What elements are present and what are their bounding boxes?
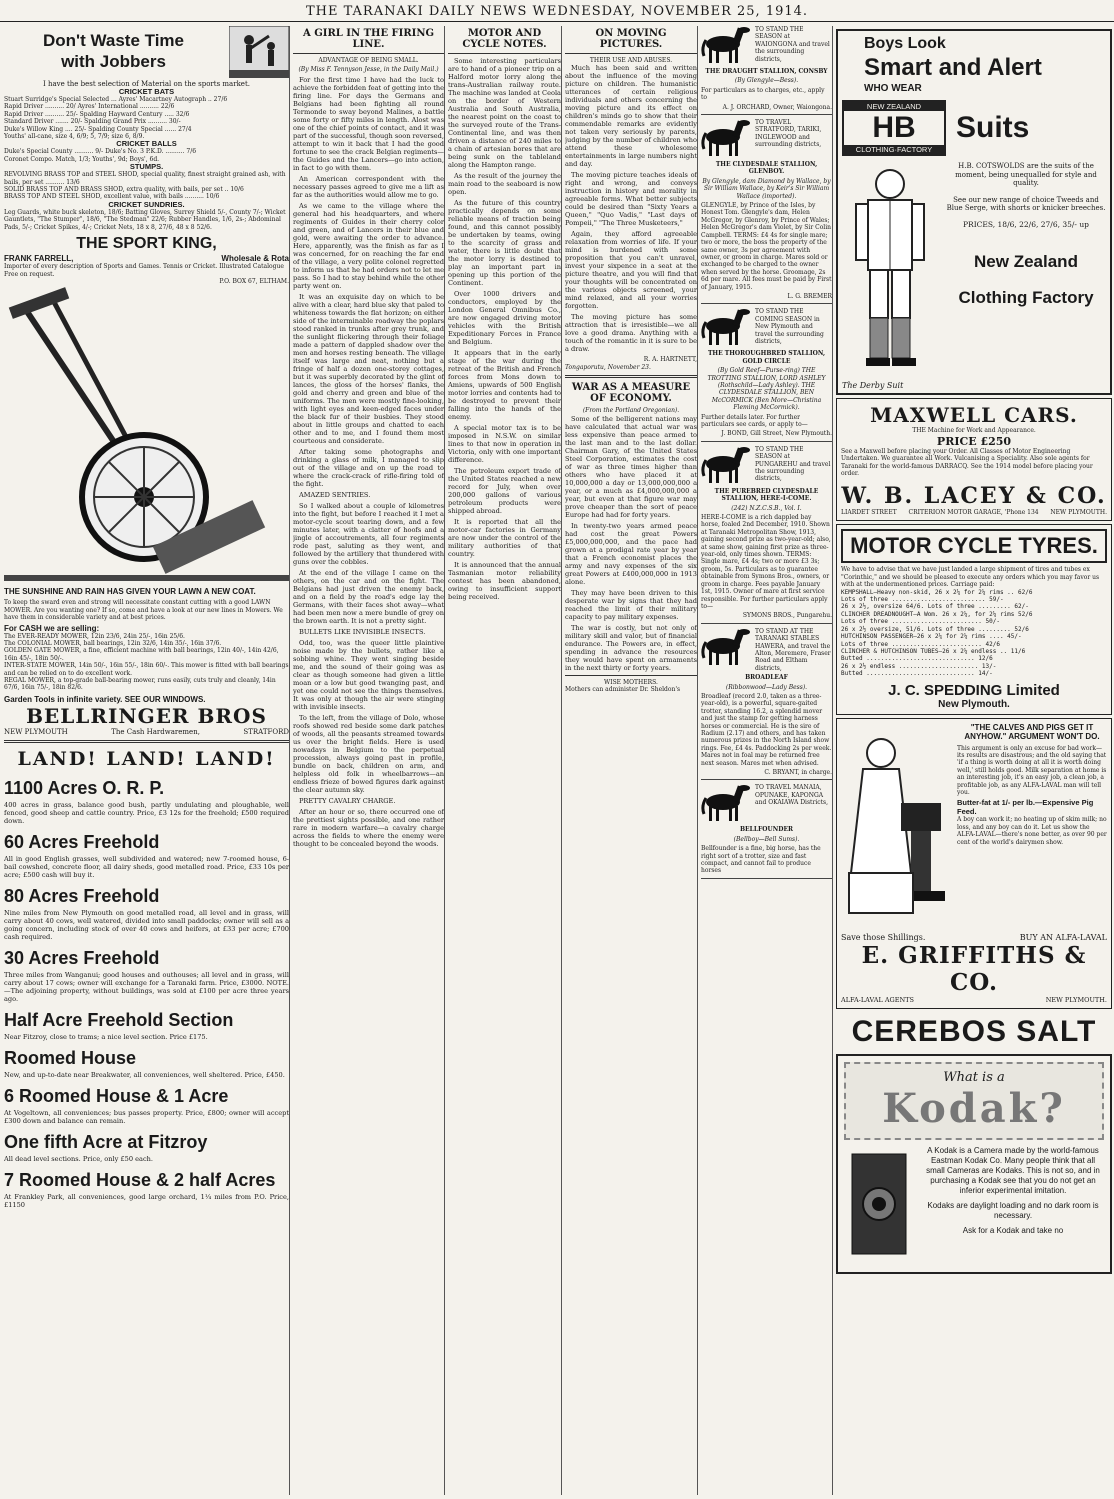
balls-title: CRICKET BALLS xyxy=(116,139,177,149)
kodak-text2: Kodaks are daylight loading and no dark room is necessary. xyxy=(927,1200,1099,1220)
stallion-intro: TO STAND THE SEASON at PUNGAREHU and travel the surrounding districts, xyxy=(755,445,831,483)
horse-icon xyxy=(701,446,751,486)
hb-text2: See our new range of choice Tweeds and Blue Serge, with shorts or knicker breeches. xyxy=(946,195,1106,212)
land-listing-text: All dead level sections. Price, only £50 each. xyxy=(4,1154,154,1163)
stallion-notice xyxy=(701,26,832,115)
article-paragraph: Some of the belligerent nations may have calculated that actual war was less expensive than peace armed to the last man and to the last dollar. Chairman Gary, of the United States Steel Corporation, estimates the cost of war as three times higher than others who have placed it at 10,000,000 a day or 13,000,000,000 a year, or a much as £4,000,000,000 a year, but even at that figure war may prove cheaper than the sort of peace Europe had had for forty years. xyxy=(565,414,697,519)
stallion-sign: J. BOND, Gill Street, New Plymouth. xyxy=(721,430,832,438)
article-paragraph: It was an exquisite day on which to be alive with a clear, hard blue sky that paled to whiteness towards the flat horizon; on either side of the interminable roadway the poplars stood ranked in trunks after grey trunk, and the sunlight flickering through their foliage made a pattern of dappled shadow over the men and horses resting beneath. The village itself was large and neat, nothing but a fringe of half a dozen one-storey cottages, but it was superbly decorated by the glint of lances, the gloss of the horses' flanks, the gold and cherry and green and blue of the uniforms. The men were mostly fine-looking, with light eyes and keen-edged faces under the black fur of their busbies. They stood about in little groups and chatted to each other and to me, and I found them most courteous and considerate. xyxy=(293,292,444,445)
bat-price-line: Youths' all-cane, size 4, 6/9; 5, 7/9; size 6, 8/9. xyxy=(4,133,145,141)
bellringer-footer xyxy=(4,728,289,736)
article-paragraph: BULLETS LIKE INVISIBLE INSECTS. xyxy=(299,627,426,636)
land-listing-heading: 80 Acres Freehold xyxy=(4,885,160,906)
buy-alfa: BUY AN ALFA-LAVAL xyxy=(1019,932,1107,942)
article-paragraph: Much has been said and written about the influence of the moving picture on children. The humanistic utterances of certain religious individuals and others concerning the moving picture and its effect on children's minds go to show that their commendable remarks are evidently not taken very seriously by parents, judging by the number of children who attend these wholesome entertainments in large numbers night and day. xyxy=(565,64,697,169)
tyres-text: We have to advise that we have just landed a large shipment of tires and tubes ex "Corinthic," and we should be pleased to execute any orders which you may favor us with at the undermentioned prices. Carriage paid: xyxy=(841,566,1100,589)
garden-tools: Garden Tools in infinite variety. SEE OUR WINDOWS. xyxy=(4,694,206,704)
save-shillings-row xyxy=(841,933,1107,942)
hb-logo xyxy=(842,100,946,156)
stallion-notice xyxy=(701,446,832,624)
column-moving-pictures xyxy=(565,26,698,1495)
kodak-ad xyxy=(836,1054,1112,1274)
wise-mothers-title: WISE MOTHERS. xyxy=(604,678,658,686)
sundries-title: CRICKET SUNDRIES. xyxy=(108,199,185,209)
lacey-mid: CRITERION MOTOR GARAGE, 'Phone 134 xyxy=(908,509,1039,517)
land-listing-heading: 1100 Acres O. R. P. xyxy=(4,777,165,798)
bat-price-line: Rapid Driver .......... 20/ Ayres' International .......... 22/6 xyxy=(4,103,175,111)
smart-alert: Smart and Alert xyxy=(864,54,1042,81)
article-paragraph: Over 1000 drivers and conductors, employed by the London General Omnibus Co., are now engaged driving motor vehicles with the British Expeditionary Forces in France and Belgium. xyxy=(448,290,561,346)
land-title: LAND! LAND! LAND! xyxy=(17,747,276,770)
maxwell-price: PRICE £250 xyxy=(936,434,1012,448)
sportking-name: FRANK FARRELL, xyxy=(4,254,74,264)
bats-list xyxy=(4,96,289,140)
who-wear: WHO WEAR xyxy=(864,83,922,94)
stallion-pedigree: (By Glengyle—Bess). xyxy=(734,77,799,85)
stump-price-line: SOLID BRASS TOP AND BRASS SHOD, extra quality, with bails, per set .. 10/6 xyxy=(4,186,244,194)
boy-in-suit-illustration-icon xyxy=(842,162,938,382)
stallion-sign: C. BRYANT, in charge. xyxy=(764,769,832,777)
cricketers-illustration-icon xyxy=(229,26,289,78)
bellringer-name: BELLRINGER BROS xyxy=(26,703,267,728)
derby-caption: The Derby Suit xyxy=(842,381,904,390)
hb-suits-ad xyxy=(836,29,1112,395)
sportking-box: P.O. BOX 67, ELTHAM. xyxy=(219,277,289,285)
article-paragraph: Odd, too, was the queer little plaintive noise made by the bullets, rather like a sobbing whine. They went singing beside me, and the sound of their going was as clear as though someone had given a little moan or a low but good twanging past, and yet one could not see the things themselves. It was only at though the air were stinging with invisible insects. xyxy=(293,638,444,711)
article-paragraph: It appears that in the early stage of the war during the retreat of the British and French forces from Mons down to Amiens, upwards of 500 English motor lorries and contents had to be destroyed to prevent their falling into the hands of the enemy. xyxy=(448,349,561,421)
kodak-text1: A Kodak is a Camera made by the world-famous Eastman Kodak Co. Many people think that all small Cameras are Kodaks. This is not so, and in purchasing a Kodak see that you do not get an inferior experimental imitation. xyxy=(926,1145,1100,1195)
sportking-right: Wholesale & Rota xyxy=(221,254,289,264)
article-paragraph: They may have been driven to this desperate war by signs that they had reached the limit of their military capacity to pay military expenses. xyxy=(565,588,697,621)
article-body-girl xyxy=(293,76,444,848)
bellringer-mid: The Cash Hardwaremen, xyxy=(111,727,200,736)
article-subtitle-pictures: THEIR USE AND ABUSES. xyxy=(589,57,673,64)
article-paragraph: After taking some photographs and drinking a glass of milk, I managed to slip out of the village and on up the road to where the crack-crack of rifle-firing told of the fight. xyxy=(293,447,444,488)
article-paragraph: As we came to the village where the general had his headquarters, and where regiments of Guides in their cherry color and green, and of Lancers in their blue and gold, were awaiting the order to advance. Here, apparently, was the finish as far as I was concerned, for on reaching the far end of the village, a very polite colonel regretted to inform us that he had orders not to let me pass. So I had to stay behind while the other party went on. xyxy=(293,201,444,290)
article-paragraph: PRETTY CAVALRY CHARGE. xyxy=(299,796,396,805)
sports-lead: I have the best selection of Material on the sports market. xyxy=(42,80,250,88)
sportking-title: THE SPORT KING, xyxy=(76,235,217,253)
horse-icon xyxy=(701,119,751,159)
horse-icon xyxy=(701,308,751,348)
stallion-sign: A. J. ORCHARD, Owner, Waiongona. xyxy=(722,103,832,111)
land-listing-text: At Vogeltown, all conveniences; bus passes property. Price, £800; owner will accept £300 down and balance can remain. xyxy=(4,1108,289,1125)
stallion-sign: L. G. BREMER xyxy=(787,292,832,300)
nz-word: New Zealand xyxy=(974,251,1078,271)
land-listing-heading: 30 Acres Freehold xyxy=(4,947,160,968)
article-paragraph: So I walked about a couple of kilometres into the fight, but before I reached it I met a motor-cycle scout tearing down, and a few minutes later, with a clatter of hoofs and a jingle of accoutrements, all four regiments rode past, saluting as they went, and followed by the artillery that thundered with guns over the cobbles. xyxy=(293,501,444,566)
stallion-body: For particulars as to charges, etc., apply to xyxy=(701,86,825,102)
lacey-name: W. B. LACEY & CO. xyxy=(841,483,1107,510)
land-listing-heading: 6 Roomed House & 1 Acre xyxy=(4,1085,229,1106)
article-paragraph: In twenty-two years armed peace had cost the great Powers £5,000,000,000, and the pace had grown at a prodigal rate year by year that a French economist places the army and navy expenses of the six great Powers at £400,000,000 in 1913 alone. xyxy=(565,521,697,586)
stallion-body: HERE-I-COME is a rich dappled bay horse, foaled 2nd December, 1910. Shown at Taranaki Metropolitan Show, 1913, gaining second prize as two-year-old; also, at same show, gaining first prize as three-year-old, only times shown. TERMS: Single mare, £4 4s; two or more £3 3s; groom, 5s. Particulars as to guarantee obtainable from Symons Bros., owners, or groom in charge. Fees payable January 1st, 1915. Owner of mare at first service responsible. For further particulars apply to— xyxy=(701,514,831,610)
horse-icon xyxy=(701,628,751,668)
bellringer-right: STRATFORD xyxy=(243,727,289,736)
tyres-title: MOTOR CYCLE TYRES. xyxy=(841,529,1107,563)
article-paragraph: The petroleum export trade of the United States reached a new record for July, when over 200,000 gallons of various petroleum products were shipped abroad. xyxy=(448,467,561,515)
ball-price-line: Duke's Special County .......... 9/- Duke's No. 3 P.K.D. .......... 7/6 xyxy=(4,148,197,156)
stumps-title: STUMPS. xyxy=(129,162,164,172)
article-paragraph: A special motor tax is to be imposed in N.S.W. on similar lines to that now in operation in Victoria, only with one important difference. xyxy=(448,424,561,464)
article-title-pictures: ON MOVING PICTURES. xyxy=(595,28,667,50)
sports-header xyxy=(4,26,289,78)
stallion-intro: TO TRAVEL MANAIA, OPUNAKE, KAPONGA and OKAIAWA Districts, xyxy=(755,784,829,807)
article-body-motor xyxy=(448,57,561,601)
article-paragraph: The war is costly, but not only of military skill and valor, but of financial endurance. The Powers are, in effect, spending in advance the resources they would have spent on armaments in the next thirty or forty years. xyxy=(565,623,697,672)
kodak-text3: Ask for a Kodak and take no xyxy=(962,1225,1064,1235)
article-paragraph: AMAZED SENTRIES. xyxy=(299,490,371,499)
suits-word: Suits xyxy=(956,111,1030,144)
stallion-name: THE CLYDESDALE STALLION, GLENBOY. xyxy=(715,161,818,176)
calves-text2: A boy can work it; no heating up of skim milk; no loss, and any boy can do it. Let us show the ALFA-LAVAL—there's none better, as over 90 per cent of the world's dairymen show. xyxy=(957,816,1107,846)
bellringer-left: NEW PLYMOUTH xyxy=(4,727,68,736)
sportking-names xyxy=(4,254,289,263)
land-listing-heading: 7 Roomed House & 2 half Acres xyxy=(4,1169,276,1190)
hb-body xyxy=(842,162,1106,382)
article-paragraph: Again, they afford agreeable relaxation from worries of life. If your mind is burdened with some proposition that you can't unravel, invest your sixpence in a seat at the picture theatre, and you will find that your thoughts will be concentrated on the various objects screened, your mind relaxed, and all your worries forgotten. xyxy=(565,230,697,311)
bat-price-line: Rapid Driver .......... 25/- Spalding Hayward Century ..... 32/6 xyxy=(4,110,190,118)
stallion-notice xyxy=(701,628,832,781)
article-subtitle-girl: ADVANTAGE OF BEING SMALL. xyxy=(318,57,419,64)
article-title-girl: A GIRL IN THE FIRING LINE. xyxy=(302,28,435,50)
land-listing-heading: 60 Acres Freehold xyxy=(4,831,160,852)
horse-icon xyxy=(701,784,751,824)
stallion-body: Broadleaf (record 2.0, taken as a three-year-old), is a powerful, square-gaited trotter, standing 16.2, a splendid mover and just the stamp for getting harness horses or commercial. He is the sire of Radium (2.17) and others, and has taken numerous prizes in the North Island show rings. Fee, £4 4s. Paddocking 2s per week. Mares not in foal may be returned free next season. Mares met when advised. xyxy=(701,692,832,767)
land-listing-heading: One fifth Acre at Fitzroy xyxy=(4,1131,208,1152)
separator-woman-illustration-icon xyxy=(841,723,951,933)
stallion-intro: TO STAND THE SEASON at WAIONGONA and travel the surrounding districts, xyxy=(755,26,830,63)
stallion-notice xyxy=(701,119,832,304)
mower-price-line: INTER-STATE MOWER, 14in 50/-, 16in 55/-, 18in 60/-. This mower is fitted with ball bearings and can be relied on to do excellent work. xyxy=(4,662,289,677)
lacey-left: LIARDET STREET xyxy=(841,509,897,517)
tyres-list xyxy=(841,589,1107,678)
article-paragraph: After an hour or so, there occurred one of the prettiest sights possible, and one rather rare in modern warfare—a cavalry charge across the fields to where the enemy were thought to be concealed beyond the woods. xyxy=(293,807,444,848)
stallion-pedigree: (Ribbonwood—Lady Bess). xyxy=(725,683,808,691)
kodak-camera-icon xyxy=(844,1146,914,1266)
land-listing-text: All in good English grasses, well subdivided and watered; new 7-roomed house, 6-bail cowshed, concrete floor, all dairy sheds, good metalled road. Price, £33 10s per acre; £500 cash will buy it. xyxy=(4,854,289,879)
column-stallions xyxy=(701,26,833,1495)
bats-title: CRICKET BATS xyxy=(118,87,175,96)
bat-price-line: Stuart Surridge's Special Selected ... Ayres' Macartney Autograph .. 27/6 xyxy=(4,96,228,103)
land-listing-text: Nine miles from New Plymouth on good metalled road, all level and in grass, will carry about 40 cows, well watered, divided into small paddocks; owner will sell as a going concern, including stock of over 40 cows and heifers, at £33 per acre; £700 cash required. xyxy=(4,908,289,941)
land-listing-text: Three miles from Wanganui; good houses and outhouses; all level and in grass, will carry about 17 cows; owner will exchange for a Taranaki farm. Price, £3000. NOTE.—The adjoining property, without buildings, was sold at £100 per acre three years ago. xyxy=(4,970,289,1003)
mower-price-line: The EVER-READY MOWER, 12in 23/6, 24in 25/-, 16in 25/6. xyxy=(4,632,185,640)
stallion-name: BELLFOUNDER xyxy=(739,826,794,834)
stallion-intro: TO TRAVEL STRATFORD, TARIKI, INGLEWOOD and surrounding districts, xyxy=(755,119,822,149)
tyre-price-line: Butted .............................. 12/6 xyxy=(841,655,993,663)
tyre-price-line: Butted .............................. 14/- xyxy=(841,670,993,678)
stallion-body: Bellfounder is a fine, big horse, has the right sort of a trotter, size and fast compact, and cannot fail to produce horses xyxy=(701,845,821,875)
article-paragraph: An American correspondent with the necessary passes agreed to give me a lift as far as the authorities would allow me to go. xyxy=(293,174,444,199)
maxwell-title: MAXWELL CARS. xyxy=(870,403,1078,428)
lacey-footer xyxy=(841,509,1107,516)
stallion-list xyxy=(701,26,832,879)
mower-price-line: REGAL MOWER, a top-grade ball-bearing mower, runs easily, cuts truly and cleanly, 14in 67/6, 16in 75/-, 18in 82/6. xyxy=(4,676,276,692)
stallion-pedigree: By Glengyle, dam Diamond by Wallace, by Sir William Wallace, by Keir's Sir William Wallace (imported). xyxy=(702,177,831,200)
mower-text: To keep the sward even and strong will necessitate constant cutting with a good LAWN MOWER. Are you wanting one? If so, come and have a look at our new lines in Mowers. We have them in considerable variety and at best prices. xyxy=(4,599,283,622)
hb-logo-top: NEW ZEALAND xyxy=(844,102,944,111)
mower-price-line: GOLDEN GATE MOWER, a fine, efficient machine with ball bearings, 12in 40/-, 14in 42/6, 16in 45/-, 18in 50/-. xyxy=(4,647,279,662)
spedding-sub: New Plymouth. xyxy=(938,698,1010,710)
article-paragraph: It is reported that all the motor-car factories in Germany are now under the control of the military authorities of that country. xyxy=(448,518,561,558)
kodak-word: Kodak? xyxy=(882,1084,1066,1132)
alfa-laval-ad xyxy=(836,718,1112,1009)
land-listing-text: Near Fitzroy, close to trams; a nice level section. Price £175. xyxy=(4,1032,208,1041)
sportking-text: Importer of every description of Sports and Games. Tennis or Cricket. Illustrated Catalogue Free on request. xyxy=(4,263,284,278)
ball-price-line: Coronet Compo. Match, 1/3; Youths', 9d; Boys', 6d. xyxy=(4,155,160,163)
mower-price-line: The COLONIAL MOWER, ball bearings, 12in 32/6, 14in 35/-, 16in 37/6. xyxy=(4,639,222,647)
column-sports-land xyxy=(4,26,290,1495)
bat-price-line: Standard Driver ....... 20/- Spalding Grand Prix .......... 30/- xyxy=(4,118,181,126)
tyre-price-line: Lots of three .......................... 59/- xyxy=(841,596,1004,604)
butterfat: Butter-fat at 1/- per lb.—Expensive Pig Feed. xyxy=(957,798,1094,817)
land-listing-text: At Frankley Park, all conveniences, good large orchard, 1¼ miles from P.O. Price, £1150 xyxy=(4,1192,289,1209)
article-paragraph: Some interesting particulars are to hand of a pioneer trip on a Halford motor lorry along the trans-Australian railway route. The machine was landed at Ceola on the border of Western Australia and South Australia, the nearest point on the coast to the surveyed route of the Trans-Continental line, and was then driven a distance of 240 miles to a chain of artesian bores that are being sunk on the tableland along the Hampton range. xyxy=(448,57,561,169)
article-paragraph: At the end of the village I came on the others, on the car and on the fight. The Belgians had just driven the enemy back, and on a field by the road's edge lay the Germans, with their faces shot away—what had been men now a mere bundle of grey on the brown earth. It is not a pretty sight. xyxy=(293,568,444,625)
hb-prices: PRICES, 18/6, 22/6, 27/6, 35/- up xyxy=(963,219,1089,229)
land-listing-heading: Half Acre Freehold Section xyxy=(4,1009,234,1030)
article-body-war xyxy=(565,415,697,672)
article-paragraph: To the left, from the village of Dolo, whose roofs showed red beside some dark patches of woods, all the peasants streamed towards us over the bright fields. Here is used nowadays in Belgium to the perpetual procession, always going past in profile, bundle on back, children on arm, and helpless old folk in wheelbarrows—an endless frieze of bowed figures dark against the clear autumn sky. xyxy=(293,713,444,794)
article-paragraph: As the result of the journey the main road to the seaboard is now open. xyxy=(448,172,561,196)
stallion-pedigree: (242) N.Z.C.S.B., Vol. I. xyxy=(731,504,802,512)
bat-price-line: Duke's Willow King .... 25/- Spalding County Special ...... 27/4 xyxy=(4,125,192,133)
griffiths-right: NEW PLYMOUTH. xyxy=(1045,995,1107,1004)
griffiths-name: E. GRIFFITHS & CO. xyxy=(861,941,1087,996)
stallion-pedigree: (Bellboy—Bell Sums). xyxy=(733,835,800,843)
article-title-war: WAR AS A MEASURE OF ECONOMY. xyxy=(571,382,691,405)
wise-mothers-text: Mothers can administer Dr. Sheldon's xyxy=(565,686,681,694)
article-body-pictures xyxy=(565,64,697,353)
stallion-pedigree: (By Gold Reef—Purse-ring) THE TROTTING STALLION, LORD ASHLEY (Rothschild—Lady Ashley). THE CLYDESDALE STALLION, BEN McCORMICK (Ben More—Christina Fleming McCormick). xyxy=(707,367,826,412)
headline-dont-waste: Don't Waste Time xyxy=(42,31,184,50)
tyre-price-line: CLINCHER & HUTCHINSON TUBES—26 x 2¼ endless .. 11/6 xyxy=(841,647,1026,655)
cash-list xyxy=(4,633,289,692)
mower-caption: THE SUNSHINE AND RAIN HAS GIVEN YOUR LAWN A NEW COAT. xyxy=(4,587,256,597)
masthead: THE TARANAKI DAILY NEWS WEDNESDAY, NOVEMBER 25, 1914. xyxy=(0,0,1114,22)
article-paragraph: The moving picture teaches ideals of right and wrong, and conveys instruction in history and morality in agreeable forms. What better subjects could be desired than "Sixty Years a Queen," "Quo Vadis," "Last days of Pompeii," "The Three Musketeers," xyxy=(565,171,697,228)
land-listing-heading: Roomed House xyxy=(4,1047,137,1068)
stump-price-line: BRASS TOP AND STEEL SHOD, excellent value, with bails .......... 10/6 xyxy=(4,193,220,201)
lawn-mower-illustration-icon xyxy=(4,287,290,587)
land-listing-text: New, and up-to-date near Breakwater, all conveniences, well sheltered. Price, £450. xyxy=(4,1070,285,1079)
tyre-price-line: 26 x 2½ oversize, 51/6. Lots of three ......... 52/6 xyxy=(841,625,1029,633)
griffiths-left: ALFA-LAVAL AGENTS xyxy=(841,995,914,1004)
stallion-name: THE DRAUGHT STALLION, CONSBY xyxy=(705,68,828,75)
maxwell-ad xyxy=(836,398,1112,521)
hb-logo-row xyxy=(842,100,1106,156)
tyre-price-line: HUTCHINSON PASSENGER—26 x 2¼ for 2¼ rims .... 45/- xyxy=(841,633,1022,641)
lacey-right: NEW PLYMOUTH. xyxy=(1050,509,1107,517)
article-paragraph: It is announced that the annual Tasmanian motor reliability contest has been abandoned, owing to insufficient support being received. xyxy=(448,561,561,601)
kodak-question: What is a xyxy=(943,1069,1005,1085)
article-title-motor: MOTOR AND CYCLE NOTES. xyxy=(462,28,547,50)
horse-icon xyxy=(701,26,751,66)
balls-list xyxy=(4,148,289,163)
tyre-price-line: CLINCHER DREADNOUGHT—A Wom. 26 x 2¼, for 2¼ rims 52/6 xyxy=(841,610,1033,618)
save-shillings: Save those Shillings. xyxy=(841,932,926,942)
column-girl-firing-line xyxy=(293,26,445,1495)
tyre-price-line: 26 x 2½ endless ...................... 13/- xyxy=(841,662,997,670)
stallion-sign: SYMONS BROS., Pungarehu. xyxy=(742,612,832,620)
motor-tyres-ad xyxy=(836,524,1112,714)
hb-logo-bottom: CLOTHING·FACTORY xyxy=(844,145,944,154)
land-list xyxy=(4,777,289,1209)
calves-title: "THE CALVES AND PIGS GET IT ANYHOW." ARGUMENT WON'T DO. xyxy=(964,722,1100,742)
stumps-list xyxy=(4,171,289,201)
griffiths-footer xyxy=(841,996,1107,1004)
hb-logo-mark: HB xyxy=(872,111,916,144)
pictures-sign-place: Tongaporutu, November 23. xyxy=(565,363,651,371)
tyre-price-line: Lots of three ......................... 50/- xyxy=(841,618,1000,626)
article-paragraph: As the future of this country practically depends on some reliable means of traction being found, and this cannot possibly be undertaken by teams, owing to the scarcity of grass and water, there is little doubt that the motor lorry is destined to play an important part in opening up this portion of the Continent. xyxy=(448,199,561,287)
spedding-name: J. C. SPEDDING Limited xyxy=(888,681,1060,699)
war-source: (From the Portland Oregonian). xyxy=(582,407,680,415)
maxwell-text: See a Maxwell before placing your Order. All Classes of Motor Engineering Undertaken. We guarantee all Work. Vulcanising a Speciality. Also sole agents for Taranaki for the world-famous DARRACQ. See the 1914 model before placing your order. xyxy=(841,447,1093,478)
pictures-sign: R. A. HARTNETT, xyxy=(643,356,697,364)
tyre-price-line: 26 x 2½, oversize 64/6. Lots of three ......... 62/- xyxy=(841,603,1029,611)
hb-text1: H.B. COTSWOLDS are the suits of the moment, being unequalled for style and quality. xyxy=(955,162,1097,187)
stallion-name: THE THOROUGHBRED STALLION, GOLD CIRCLE xyxy=(707,350,826,365)
sundries-text: Leg Guards, white buck skeleton, 18/6; Batting Gloves, Surrey Shield 5/-, County 7/-; Wicket Gauntlets, "The Stumper", 18/6, "The Stedman" 22/6; Rubber Handles, 1/6, 2s-; Abdominal Pads, 5/-; Cricket Spikes, 4/-; Cricket Nets, 18 x 8, 27/6, 48 x 8 52/6. xyxy=(4,208,286,231)
calves-text: This argument is only an excuse for bad work—its results are disastrous; and the old saying that 'if a thing is worth doing at all it is worth doing well,' still holds good. Milk separation at home is an interesting job, it's an easy job, a clean job, a profitable job, as any ALFA-LAVAL man will tell you. xyxy=(957,744,1107,796)
tyre-price-line: Lots of three ......................... 42/6 xyxy=(841,640,1000,648)
stallion-name: THE PUREBRED CLYDESDALE STALLION, HERE-I-COME. xyxy=(714,487,819,503)
article-paragraph: The moving picture has some attraction that is irresistible—we all love a good drama. Anything with a touch of the romantic in it is sure to be a draw. xyxy=(565,313,697,354)
article-paragraph: For the first time I have had the luck to achieve the forbidden feat of getting into the firing line. For days the Germans and Belgians had been fighting all round Termonde to sway beyond Malines, a battle some forty or fifty miles in length. Alost was one of the chief points of contact, and it was part of the successful, though soon reversed, attempt to win it back that I had the good fortune to see the crack Belgian regiments—the Guides and the Lancers—go into action, in fact to go with them. xyxy=(293,75,444,172)
cerebos-salt: CEREBOS SALT xyxy=(851,1014,1097,1048)
stallion-name: BROADLEAF xyxy=(745,674,788,682)
stallion-notice xyxy=(701,784,832,878)
kodak-banner xyxy=(844,1062,1104,1140)
stump-price-line: REVOLVING BRASS TOP and STEEL SHOD, special quality, finest straight grained ash, with bails, per set .......... 13/6 xyxy=(4,171,286,186)
article-byline-girl: (By Miss F. Tennyson Jesse, in the Daily Mail.) xyxy=(298,66,439,74)
factory-word: Clothing Factory xyxy=(958,287,1094,307)
stallion-body: GLENGYLE, by Prince of the Isles, by Honest Tom. Glengyle's dam, Helen McGregor, by Glenroy, by Prince of Wales; Helen McGregor's dam Violet, by Sir Colin Campbell. TERMS: £4 4s for single mare; two or more, the boss the property of the same owner, 3s per agreement with owner, or groom in charge. Mares sold or exchanged to be charged to the owner when served by the horse. Groomage, 2s 6d per mare. All fees must be paid by First of January, 1915. xyxy=(701,202,832,291)
stallion-body: Further details later. For further particulars see cards, or apply to— xyxy=(701,413,808,428)
cash-title: For CASH we are selling: xyxy=(4,623,100,633)
tyre-price-line: KEMPSHALL—Heavy non-skid, 26 x 2¼ for 2¼ rims .. 62/6 xyxy=(841,588,1033,596)
stallion-notice xyxy=(701,308,832,441)
boys-look: Boys Look xyxy=(864,35,946,52)
stallion-intro: TO STAND AT THE TARANAKI STABLES HAWERA, and travel the Alton, Meremere, Fraser Road and Eltham districts, xyxy=(755,627,831,672)
headline-jobbers: with Jobbers xyxy=(61,52,166,71)
stallion-intro: TO STAND THE COMING SEASON in New Plymouth and travel the surrounding districts, xyxy=(755,308,824,345)
column-motor-notes xyxy=(448,26,562,1495)
column-ads-right xyxy=(836,26,1112,1495)
land-listing-text: 400 acres in grass, balance good bush, partly undulating and ploughable, well fenced, good sheep and cattle country. Price, £3 12s for the freehold; £500 required down. xyxy=(4,800,289,825)
maxwell-sub: THE Machine for Work and Appearance. xyxy=(912,427,1036,435)
